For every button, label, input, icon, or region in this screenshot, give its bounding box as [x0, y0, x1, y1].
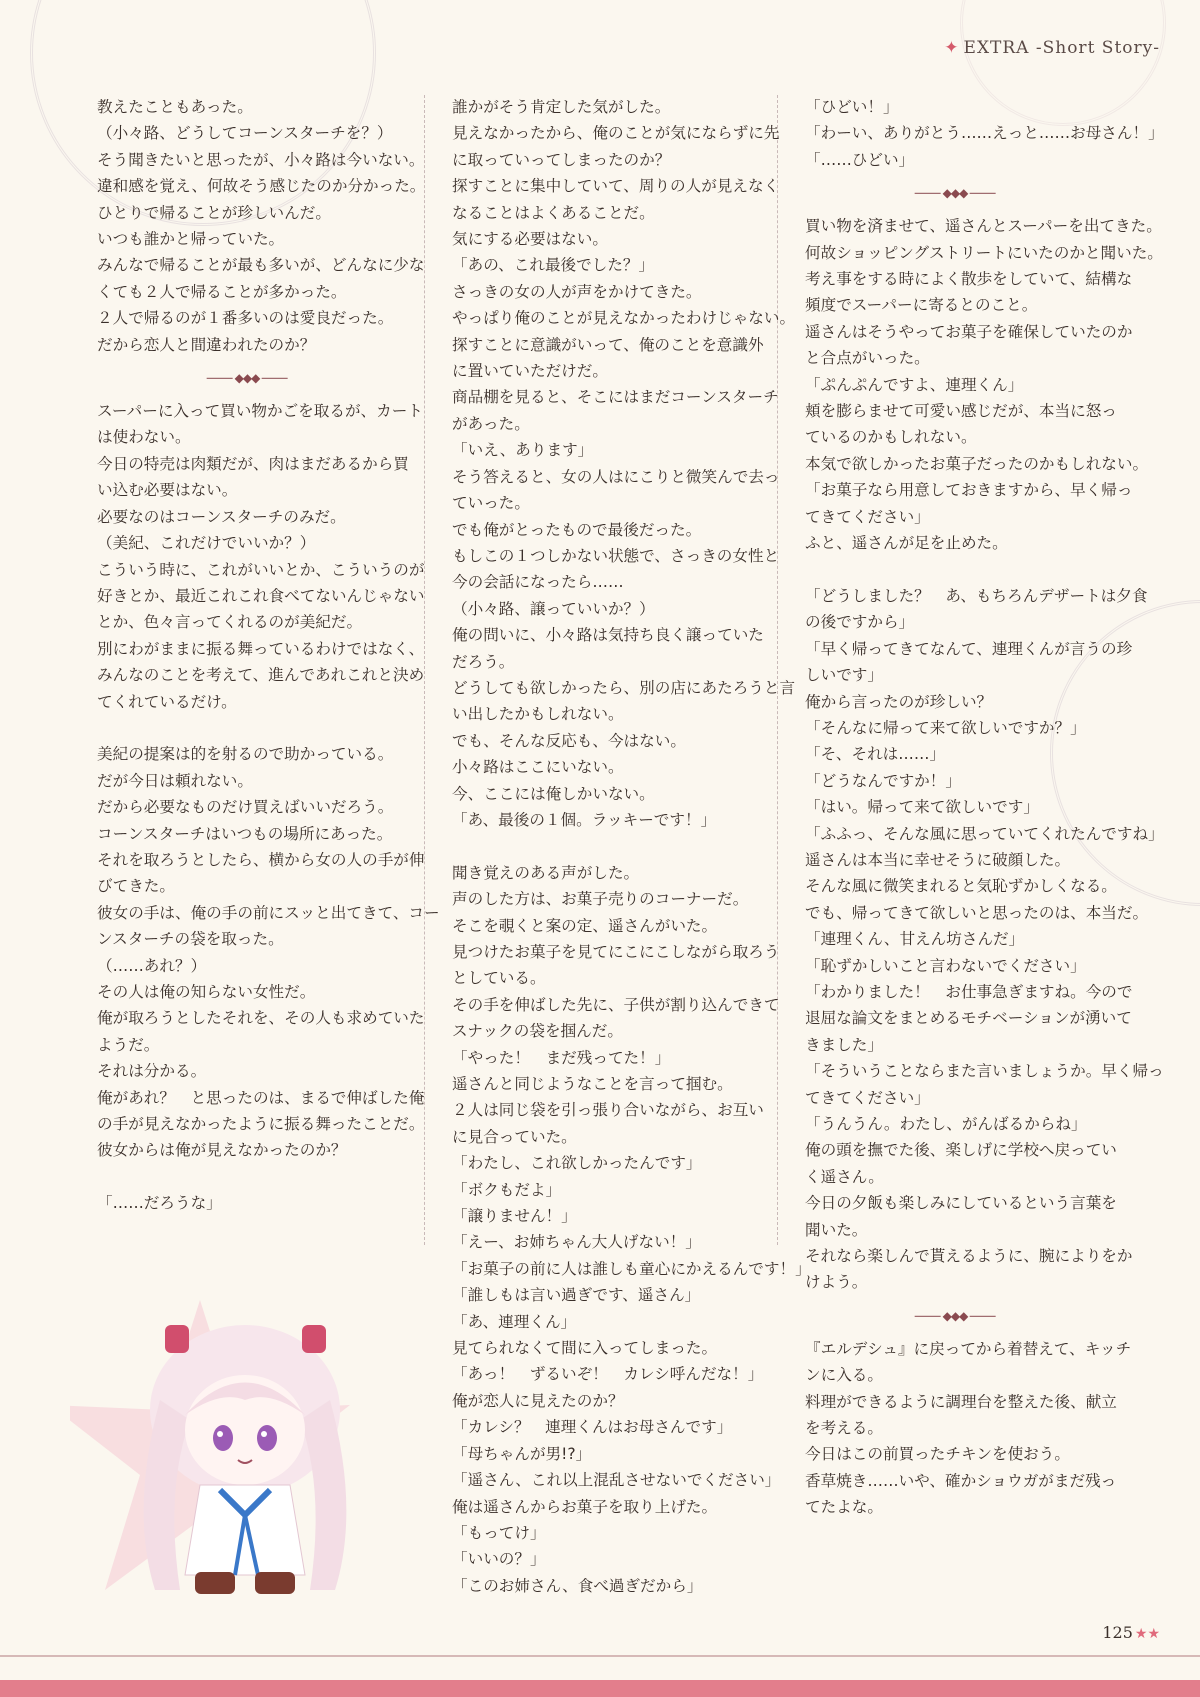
text-line: そう答えると、女の人はにこりと微笑んで去っ	[452, 467, 780, 486]
text-line: そう聞きたいと思ったが、小々路は今いない。	[97, 150, 425, 169]
text-line: 小々路はここにいない。	[452, 758, 624, 777]
text-line: さっきの女の人が声をかけてきた。	[452, 282, 702, 301]
text-line: 「わたし、これ欲しかったんです」	[452, 1154, 702, 1173]
text-line: だが今日は頼れない。	[97, 771, 253, 790]
text-line: ２人は同じ袋を引っ張り合いながら、お互い	[452, 1101, 764, 1120]
text-line: でも、帰ってきて欲しいと思ったのは、本当だ。	[805, 903, 1149, 922]
text-line: その人は俺の知らない女性だ。	[97, 982, 316, 1001]
text-line: てきてください」	[805, 507, 930, 526]
text-line: 美紀の提案は的を射るので助かっている。	[97, 745, 394, 764]
text-line: 「……だろうな」	[97, 1194, 222, 1213]
text-line: 今日はこの前買ったチキンを使おう。	[805, 1445, 1070, 1464]
text-line: ふと、遥さんが足を止めた。	[805, 534, 1008, 553]
text-line: 「あ、連理くん」	[452, 1312, 577, 1331]
text-column-1	[97, 94, 440, 1217]
text-line: ていった。	[452, 494, 530, 513]
text-line: そこを覗くと案の定、遥さんがいた。	[452, 916, 718, 935]
text-line: の手が見えなかったように振る舞ったことだ。	[97, 1115, 425, 1134]
text-line: と合点がいった。	[805, 349, 930, 368]
scene-divider	[97, 358, 397, 398]
text-line: 「ふふっ、そんな風に思っていてくれたんですね」	[805, 824, 1164, 843]
text-line: 「どうなんですか！」	[805, 771, 961, 790]
text-line: 「やった！ まだ残ってた！」	[452, 1048, 671, 1067]
text-line: の後ですから」	[805, 613, 915, 632]
paragraph-gap	[805, 557, 1105, 583]
text-line: スーパーに入って買い物かごを取るが、カート	[97, 402, 423, 421]
text-line: 「そんなに帰って来て欲しいですか？」	[805, 718, 1086, 737]
text-line: きました」	[805, 1035, 883, 1054]
text-line: い出したかもしれない。	[452, 705, 624, 724]
text-line: 「ぷんぷんですよ、連理くん」	[805, 375, 1024, 394]
text-line: は使わない。	[97, 428, 191, 447]
text-line: 必要なのはコーンスターチのみだ。	[97, 507, 346, 526]
text-line: 遥さんと同じようなことを言って掴む。	[452, 1075, 733, 1094]
text-line: 「えー、お姉ちゃん大人げない！」	[452, 1233, 701, 1252]
text-line: 今日の特売は肉類だが、肉はまだあるから買	[97, 454, 409, 473]
column-separator	[777, 95, 778, 1245]
text-line: 今、ここには俺しかいない。	[452, 784, 655, 803]
divider-ornament: ◆◆◆	[235, 365, 260, 391]
paragraph-gap	[452, 833, 752, 859]
text-line: やっぱり俺のことが見えなかったわけじゃない。	[452, 309, 796, 328]
text-line: 料理ができるように調理台を整えた後、献立	[805, 1392, 1117, 1411]
text-line: 「カレシ？ 連理くんはお母さんです」	[452, 1418, 733, 1437]
text-line: 今日の夕飯も楽しみにしているという言葉を	[805, 1194, 1117, 1213]
text-line: 彼女からは俺が見えなかったのか？	[97, 1141, 347, 1160]
star-icon: ✦	[944, 38, 960, 58]
text-column-3	[805, 94, 1164, 1521]
text-line: ンスターチの袋を取った。	[97, 930, 284, 949]
text-line: 「母ちゃんが男!?」	[452, 1444, 592, 1463]
text-line: びてきた。	[97, 877, 175, 896]
text-line: 「どうしました？ あ、もちろんデザートは夕食	[805, 586, 1148, 605]
text-line: 俺があれ？ と思ったのは、まるで伸ばした俺	[97, 1088, 425, 1107]
footer-rule	[0, 1655, 1200, 1657]
text-line: 好きとか、最近これこれ食べてないんじゃない	[97, 586, 425, 605]
text-line: ているのかもしれない。	[805, 428, 977, 447]
section-header	[944, 38, 1160, 58]
text-line: 「ボクもだよ」	[452, 1180, 562, 1199]
text-line: 別にわがままに振る舞っているわけではなく、	[97, 639, 425, 658]
text-line: けよう。	[805, 1273, 868, 1292]
text-line: 退屈な論文をまとめるモチベーションが湧いて	[805, 1009, 1132, 1028]
text-line: 見てられなくて間に入ってしまった。	[452, 1339, 718, 1358]
text-line: 「そ、それは……」	[805, 745, 946, 764]
text-line: 探すことに意識がいって、俺のことを意識外	[452, 335, 764, 354]
text-line: 頻度でスーパーに寄るとのこと。	[805, 296, 1038, 315]
text-line: いつも誰かと帰っていた。	[97, 230, 285, 249]
text-line: 俺が恋人に見えたのか？	[452, 1391, 624, 1410]
text-line: 「あ、最後の１個。ラッキーです！」	[452, 810, 717, 829]
text-line: 「お菓子なら用意しておきますから、早く帰っ	[805, 481, 1133, 500]
text-line: 「譲りません！」	[452, 1207, 577, 1226]
text-line: 遥さんは本当に幸せそうに破顔した。	[805, 850, 1071, 869]
text-line: だろう。	[452, 652, 515, 671]
text-line: 「……ひどい」	[805, 150, 915, 169]
text-line: （小々路、どうしてコーンスターチを？）	[97, 124, 393, 143]
text-line: い込む必要はない。	[97, 481, 238, 500]
chibi-character-illustration	[70, 1290, 420, 1620]
text-line: に取っていってしまったのか？	[452, 150, 671, 169]
text-line: 「うんうん。わたし、がんばるからね」	[805, 1115, 1087, 1134]
text-line: 遥さんはそうやってお菓子を確保していたのか	[805, 322, 1133, 341]
text-line: 探すことに集中していて、周りの人が見えなく	[452, 177, 780, 196]
text-line: ンに入る。	[805, 1366, 883, 1385]
text-line: 香草焼き……いや、確かショウガがまだ残っ	[805, 1471, 1117, 1490]
text-line: 考え事をする時によく散歩をしていて、結構な	[805, 270, 1133, 289]
text-line: 声のした方は、お菓子売りのコーナーだ。	[452, 890, 749, 909]
text-line: 頬を膨らませて可愛い感じだが、本当に怒っ	[805, 402, 1117, 421]
text-line: とか、色々言ってくれるのが美紀だ。	[97, 613, 363, 632]
text-line: でも俺がとったもので最後だった。	[452, 520, 702, 539]
text-line: 「誰しもは言い過ぎです、遥さん」	[452, 1286, 701, 1305]
text-line: 買い物を済ませて、遥さんとスーパーを出てきた。	[805, 217, 1162, 236]
text-line: （小々路、譲っていいか？）	[452, 599, 655, 618]
text-column-2	[452, 94, 811, 1599]
text-line: 気にする必要はない。	[452, 230, 608, 249]
text-line: スナックの袋を掴んだ。	[452, 1022, 623, 1041]
text-line: どうしても欲しかったら、別の店にあたろうと言	[452, 678, 796, 697]
text-line: コーンスターチはいつもの場所にあった。	[97, 824, 393, 843]
page-number-text: 125	[1102, 1623, 1133, 1642]
text-line: に見合っていた。	[452, 1127, 577, 1146]
text-line: （……あれ？）	[97, 956, 207, 975]
text-line: てくれているだけ。	[97, 692, 237, 711]
text-line: 「お菓子の前に人は誰しも童心にかえるんです！」	[452, 1259, 811, 1278]
text-line: そんな風に微笑まれると気恥ずかしくなる。	[805, 877, 1117, 896]
text-line: だから恋人と間違われたのか？	[97, 335, 316, 354]
text-line: 『エルデシュ』に戻ってから着替えて、キッチ	[805, 1339, 1132, 1358]
text-line: 「そういうことならまた言いましょうか。早く帰っ	[805, 1062, 1164, 1081]
text-line: ひとりで帰ることが珍しいんだ。	[97, 203, 331, 222]
text-line: を考える。	[805, 1419, 883, 1438]
text-line: 「もってけ」	[452, 1523, 546, 1542]
text-line: としている。	[452, 969, 546, 988]
text-line: 「恥ずかしいこと言わないでください」	[805, 956, 1086, 975]
page-number	[1102, 1623, 1160, 1642]
text-line: 聞き覚えのある声がした。	[452, 863, 640, 882]
text-line: ２人で帰るのが１番多いのは愛良だった。	[97, 309, 394, 328]
text-line: 俺の問いに、小々路は気持ち良く譲っていた	[452, 626, 764, 645]
text-line: に置いていただけだ。	[452, 362, 608, 381]
scene-divider	[805, 1296, 1105, 1336]
text-line: もしこの１つしかない状態で、さっきの女性と	[452, 546, 780, 565]
text-line: 「遥さん、これ以上混乱させないでください」	[452, 1471, 781, 1490]
text-line: こういう時に、これがいいとか、こういうのが	[97, 560, 425, 579]
text-line: それは分かる。	[97, 1062, 207, 1081]
text-line: しいです」	[805, 666, 883, 685]
text-line: 見えなかったから、俺のことが気にならずに先	[452, 124, 780, 143]
text-line: でも、そんな反応も、今はない。	[452, 731, 686, 750]
text-line: 「あっ！ ずるいぞ！ カレシ呼んだな！」	[452, 1365, 764, 1384]
text-line: 誰かがそう肯定した気がした。	[452, 98, 671, 116]
text-line: 「いえ、あります」	[452, 441, 594, 460]
star-icon: ★★	[1134, 1626, 1160, 1642]
text-line: 見つけたお菓子を見てにこにこしながら取ろう	[452, 942, 780, 961]
text-line: その手を伸ばした先に、子供が割り込んできて	[452, 995, 780, 1014]
header-label: EXTRA -Short Story-	[963, 38, 1160, 58]
text-line: 何故ショッピングストリートにいたのかと聞いた。	[805, 243, 1163, 262]
text-line: （美紀、これだけでいいか？）	[97, 534, 316, 553]
divider-ornament: ◆◆◆	[943, 180, 968, 206]
paragraph-gap	[97, 1164, 397, 1190]
text-line: てたよな。	[805, 1498, 883, 1517]
text-line: てきてください」	[805, 1088, 930, 1107]
text-line: なることはよくあることだ。	[452, 203, 655, 222]
text-line: 「早く帰ってきてなんて、連理くんが言うの珍	[805, 639, 1133, 658]
text-line: 「はい。帰って来て欲しいです」	[805, 798, 1039, 817]
text-line: 「このお姉さん、食べ過ぎだから」	[452, 1576, 703, 1595]
text-line: 俺が取ろうとしたそれを、その人も求めていた	[97, 1009, 425, 1028]
text-line: 「いいの？」	[452, 1550, 546, 1569]
text-line: だから必要なものだけ買えばいいだろう。	[97, 798, 394, 817]
text-line: 「ひどい！」	[805, 98, 899, 116]
text-line: 「わかりました！ お仕事急ぎますね。今ので	[805, 982, 1133, 1001]
text-line: みんなで帰ることが最も多いが、どんなに少な	[97, 256, 425, 275]
paragraph-gap	[97, 715, 397, 741]
text-line: く遥さん。	[805, 1167, 884, 1186]
text-line: 今の会話になったら……	[452, 573, 624, 592]
text-line: 商品棚を見ると、そこにはまだコーンスターチ	[452, 388, 779, 407]
text-line: 「あの、これ最後でした？」	[452, 256, 655, 275]
text-line: 「連理くん、甘えん坊さんだ」	[805, 930, 1025, 949]
text-line: 違和感を覚え、何故そう感じたのか分かった。	[97, 177, 426, 196]
text-line: 俺の頭を撫でた後、楽しげに学校へ戻ってい	[805, 1141, 1117, 1160]
text-line: 彼女の手は、俺の手の前にスッと出てきて、コー	[97, 903, 440, 922]
text-line: ようだ。	[97, 1035, 160, 1054]
text-line: それを取ろうとしたら、横から女の人の手が伸	[97, 850, 425, 869]
text-line: 聞いた。	[805, 1220, 868, 1239]
text-line: 俺は遥さんからお菓子を取り上げた。	[452, 1497, 718, 1516]
footer-bar	[0, 1680, 1200, 1697]
divider-ornament: ◆◆◆	[943, 1303, 968, 1329]
text-line: 「わーい、ありがとう……えっと……お母さん！」	[805, 124, 1164, 143]
text-line: 俺から言ったのが珍しい？	[805, 692, 993, 711]
text-line: それなら楽しんで貰えるように、腕によりをか	[805, 1247, 1133, 1266]
text-line: 本気で欲しかったお菓子だったのかもしれない。	[805, 454, 1149, 473]
text-line: があった。	[452, 414, 530, 433]
text-line: 教えたこともあった。	[97, 98, 253, 116]
column-separator	[424, 95, 425, 1245]
scene-divider	[805, 173, 1105, 213]
text-line: くても２人で帰ることが多かった。	[97, 282, 347, 301]
text-line: みんなのことを考えて、進んであれこれと決め	[97, 666, 425, 685]
